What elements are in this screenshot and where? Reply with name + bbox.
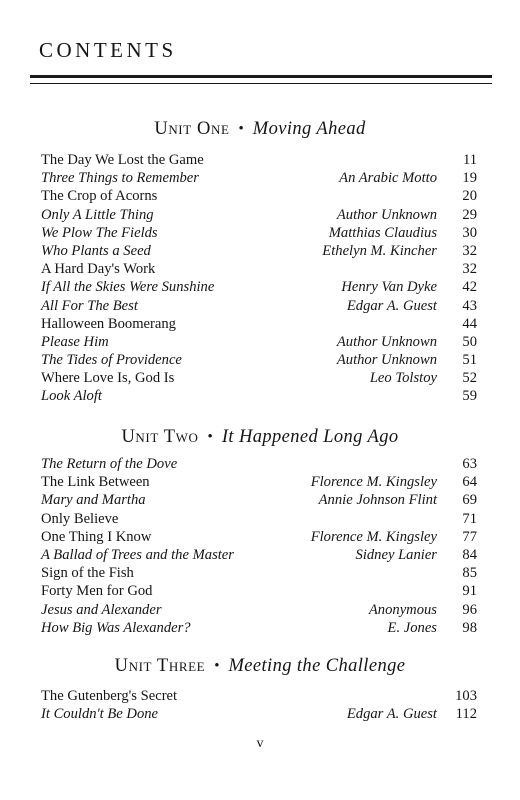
- toc-entry: [41, 546, 477, 564]
- entry-title: The Gutenberg's Secret: [41, 688, 178, 704]
- toc-entry: [41, 491, 477, 509]
- toc-entry: [41, 151, 477, 169]
- entry-title: A Hard Day's Work: [41, 261, 156, 278]
- entry-author: Edgar A. Guest: [346, 297, 437, 314]
- toc-entry: [41, 687, 477, 705]
- entry-title: The Return of the Dove: [41, 456, 178, 472]
- entry-title: The Day We Lost the Game: [41, 152, 204, 168]
- entry-page-number: 71: [462, 510, 477, 527]
- entry-page-number: 85: [462, 565, 477, 582]
- bullet-separator: •: [207, 429, 213, 445]
- entry-author: Matthias Claudius: [328, 224, 437, 241]
- entry-page-number: 77: [462, 528, 477, 545]
- entry-author: Florence M. Kingsley: [310, 474, 437, 491]
- entry-title: Look Aloft: [41, 388, 102, 405]
- entry-author: Florence M. Kingsley: [310, 528, 437, 545]
- page-number: v: [256, 736, 264, 751]
- entry-title: We Plow The Fields: [41, 224, 158, 241]
- entry-page-number: 20: [462, 188, 477, 205]
- toc-entry: [41, 528, 477, 546]
- entry-author: Annie Johnson Flint: [318, 492, 437, 509]
- entry-title: Mary and Martha: [41, 492, 146, 509]
- entry-page-number: 52: [462, 370, 477, 387]
- entry-author: Edgar A. Guest: [346, 706, 437, 723]
- bullet-separator: •: [238, 121, 244, 137]
- entry-page-number: 32: [462, 261, 477, 278]
- toc-entry: [41, 455, 477, 473]
- unit-heading-two: [0, 427, 520, 448]
- toc-entry: [41, 387, 477, 405]
- toc-entry: [41, 206, 477, 224]
- entry-title: If All the Skies Were Sunshine: [41, 279, 215, 296]
- toc-entry: [41, 260, 477, 278]
- entry-page-number: 103: [455, 688, 477, 704]
- page-title: CONTENTS: [39, 38, 177, 62]
- entry-author: Leo Tolstoy: [369, 370, 437, 387]
- entry-page-number: 96: [462, 601, 477, 618]
- entry-title: Three Things to Remember: [41, 170, 199, 187]
- entry-author: Author Unknown: [336, 352, 437, 369]
- entry-title: Halloween Boomerang: [41, 315, 176, 332]
- unit-subtitle: Moving Ahead: [252, 119, 366, 139]
- entry-page-number: 11: [462, 152, 477, 168]
- entry-page-number: 98: [462, 619, 477, 636]
- entry-page-number: 91: [462, 583, 477, 600]
- entry-title: Sign of the Fish: [41, 565, 134, 582]
- toc-entry: [41, 473, 477, 491]
- entry-page-number: 84: [462, 546, 477, 563]
- toc-list-unit-one: [41, 151, 477, 406]
- entry-title: All For The Best: [41, 297, 138, 314]
- unit-heading-three: [0, 656, 520, 677]
- toc-entry: [41, 278, 477, 296]
- entry-author: E. Jones: [387, 619, 437, 636]
- entry-author: Ethelyn M. Kincher: [322, 242, 437, 259]
- title-rule-thick: [30, 75, 492, 78]
- entry-title: The Tides of Providence: [41, 352, 182, 369]
- entry-page-number: 19: [462, 170, 477, 187]
- toc-entry: [41, 510, 477, 528]
- entry-page-number: 69: [462, 492, 477, 509]
- entry-title: Please Him: [41, 333, 109, 350]
- title-rule-thin: [30, 83, 492, 84]
- entry-title: The Link Between: [41, 474, 150, 491]
- entry-page-number: 63: [462, 456, 477, 472]
- entry-title: Who Plants a Seed: [41, 242, 151, 259]
- entry-title: How Big Was Alexander?: [41, 619, 191, 636]
- entry-page-number: 112: [455, 706, 477, 723]
- toc-entry: [41, 619, 477, 637]
- entry-page-number: 43: [462, 297, 477, 314]
- entry-page-number: 51: [462, 352, 477, 369]
- toc-entry: [41, 601, 477, 619]
- unit-label: Unit Two: [121, 427, 199, 447]
- toc-entry: [41, 297, 477, 315]
- entry-page-number: 29: [462, 206, 477, 223]
- toc-entry: [41, 333, 477, 351]
- toc-entry: [41, 705, 477, 723]
- entry-page-number: 44: [462, 315, 477, 332]
- entry-title: The Crop of Acorns: [41, 188, 158, 205]
- toc-list-unit-two: [41, 455, 477, 637]
- entry-title: It Couldn't Be Done: [41, 706, 159, 723]
- toc-entry: [41, 224, 477, 242]
- toc-entry: [41, 564, 477, 582]
- toc-entry: [41, 351, 477, 369]
- unit-label: Unit Three: [114, 656, 206, 676]
- entry-title: Only A Little Thing: [41, 206, 154, 223]
- entry-author: Sidney Lanier: [355, 546, 437, 563]
- unit-label: Unit One: [154, 119, 230, 139]
- entry-page-number: 50: [462, 333, 477, 350]
- entry-page-number: 30: [462, 224, 477, 241]
- unit-subtitle: It Happened Long Ago: [221, 427, 399, 447]
- entry-page-number: 32: [462, 242, 477, 259]
- entry-author: Author Unknown: [336, 206, 437, 223]
- entry-title: One Thing I Know: [41, 528, 152, 545]
- entry-page-number: 64: [462, 474, 477, 491]
- entry-title: Forty Men for God: [41, 583, 153, 600]
- toc-entry: [41, 369, 477, 387]
- entry-page-number: 42: [462, 279, 477, 296]
- entry-author: An Arabic Motto: [339, 170, 437, 187]
- toc-entry: [41, 582, 477, 600]
- toc-list-unit-three: [41, 687, 477, 723]
- bullet-separator: •: [214, 658, 220, 674]
- entry-author: Anonymous: [368, 601, 437, 618]
- unit-subtitle: Meeting the Challenge: [228, 656, 406, 676]
- entry-title: Only Believe: [41, 510, 119, 527]
- entry-title: Jesus and Alexander: [41, 601, 162, 618]
- entry-author: Author Unknown: [336, 333, 437, 350]
- entry-page-number: 59: [462, 388, 477, 405]
- toc-entry: [41, 315, 477, 333]
- entry-title: Where Love Is, God Is: [41, 370, 175, 387]
- entry-title: A Ballad of Trees and the Master: [41, 546, 234, 563]
- toc-entry: [41, 242, 477, 260]
- unit-heading-one: [0, 119, 520, 140]
- entry-author: Henry Van Dyke: [341, 279, 437, 296]
- toc-entry: [41, 187, 477, 205]
- toc-entry: [41, 169, 477, 187]
